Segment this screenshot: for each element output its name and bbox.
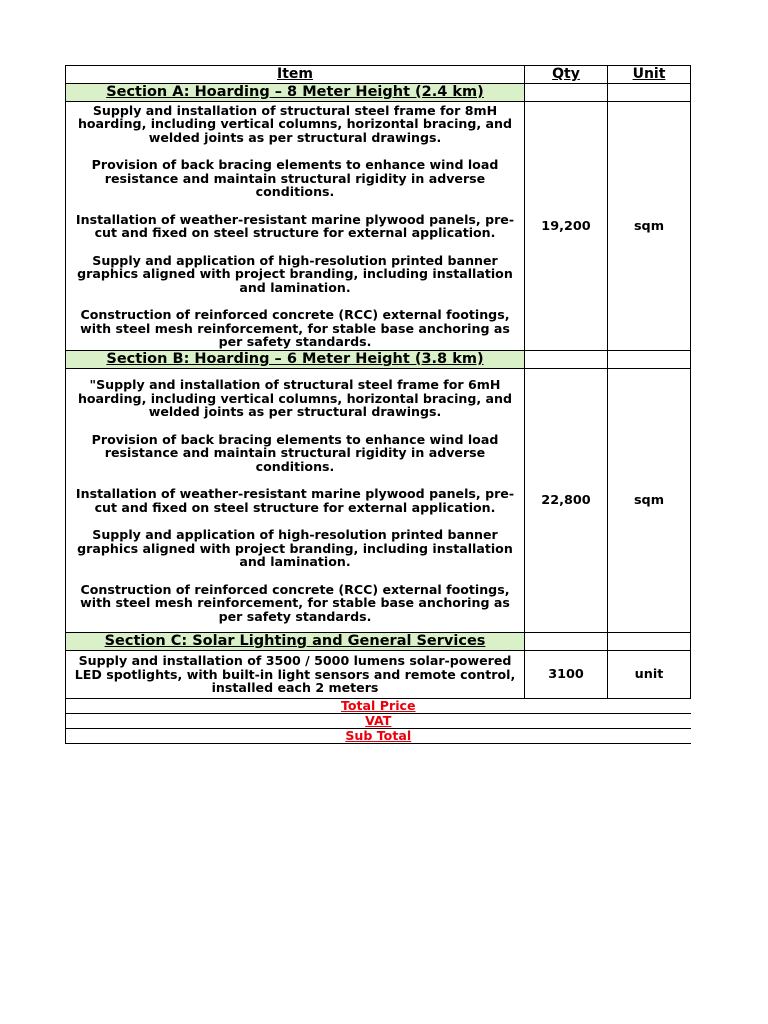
section-a-title-row bbox=[66, 84, 691, 102]
section-b-para-1: "Supply and installation of structural steel frame for 6mH hoarding, including vertical columns, horizontal bracing, and welded joints as per structural drawings. bbox=[77, 377, 513, 419]
section-a-item-row bbox=[66, 102, 691, 351]
section-a-unit[interactable]: sqm bbox=[608, 102, 691, 351]
header-row bbox=[66, 66, 691, 84]
total-price-label[interactable]: Total Price bbox=[66, 699, 691, 714]
section-a-qty-blank[interactable] bbox=[525, 84, 608, 102]
section-c-item-row bbox=[66, 651, 691, 699]
section-a-para-1: Supply and installation of structural steel frame for 8mH hoarding, including vertical columns, horizontal bracing, and welded joints as per structural drawings. bbox=[77, 102, 513, 145]
section-b-qty-blank[interactable] bbox=[525, 351, 608, 369]
section-c-qty-blank[interactable] bbox=[525, 633, 608, 651]
section-a-para-4: Supply and application of high-resolution printed banner graphics aligned with project branding, including installation and lamination. bbox=[77, 252, 513, 295]
sub-total-label[interactable]: Sub Total bbox=[66, 729, 691, 744]
section-b-para-5: Construction of reinforced concrete (RCC) external footings, with steel mesh reinforcement, for stable base anchoring as per safety standards. bbox=[80, 581, 510, 624]
section-c-title-row bbox=[66, 633, 691, 651]
section-c-para-1: Supply and installation of 3500 / 5000 lumens solar-powered LED spotlights, with built-in light sensors and remote control, installed each 2 meters bbox=[74, 653, 516, 696]
section-c-unit-blank[interactable] bbox=[608, 633, 691, 651]
section-c-qty[interactable]: 3100 bbox=[525, 651, 608, 699]
section-a-para-3: Installation of weather-resistant marine plywood panels, pre-cut and fixed on steel structure for external application. bbox=[75, 211, 515, 240]
boq-sheet bbox=[65, 65, 690, 744]
section-c-description[interactable] bbox=[66, 651, 525, 699]
section-c-unit[interactable]: unit bbox=[608, 651, 691, 699]
sub-total-row bbox=[66, 729, 691, 744]
section-b-title[interactable]: Section B: Hoarding – 6 Meter Height (3.8 km) bbox=[66, 351, 525, 369]
header-item[interactable]: Item bbox=[66, 66, 525, 84]
section-a-para-5: Construction of reinforced concrete (RCC) external footings, with steel mesh reinforcement, for stable base anchoring as per safety standards. bbox=[80, 307, 510, 349]
vat-row bbox=[66, 714, 691, 729]
header-qty[interactable]: Qty bbox=[525, 66, 608, 84]
section-b-description[interactable] bbox=[66, 369, 525, 633]
section-a-unit-blank[interactable] bbox=[608, 84, 691, 102]
section-b-item-row bbox=[66, 369, 691, 633]
total-price-row bbox=[66, 699, 691, 714]
section-b-unit[interactable]: sqm bbox=[608, 369, 691, 633]
section-a-title[interactable]: Section A: Hoarding – 8 Meter Height (2.4 km) bbox=[66, 84, 525, 102]
section-b-para-3: Installation of weather-resistant marine plywood panels, pre-cut and fixed on steel structure for external application. bbox=[75, 486, 515, 515]
section-b-para-2: Provision of back bracing elements to enhance wind load resistance and maintain structural rigidity in adverse conditions. bbox=[91, 431, 499, 474]
header-unit[interactable]: Unit bbox=[608, 66, 691, 84]
section-c-title[interactable]: Section C: Solar Lighting and General Services bbox=[66, 633, 525, 651]
section-a-description[interactable] bbox=[66, 102, 525, 351]
section-a-para-2: Provision of back bracing elements to enhance wind load resistance and maintain structural rigidity in adverse conditions. bbox=[91, 157, 499, 199]
vat-label[interactable]: VAT bbox=[66, 714, 691, 729]
section-b-unit-blank[interactable] bbox=[608, 351, 691, 369]
section-b-qty[interactable]: 22,800 bbox=[525, 369, 608, 633]
section-a-qty[interactable]: 19,200 bbox=[525, 102, 608, 351]
section-b-para-4: Supply and application of high-resolution printed banner graphics aligned with project branding, including installation and lamination. bbox=[77, 527, 513, 569]
section-b-title-row bbox=[66, 351, 691, 369]
boq-table bbox=[65, 65, 691, 744]
